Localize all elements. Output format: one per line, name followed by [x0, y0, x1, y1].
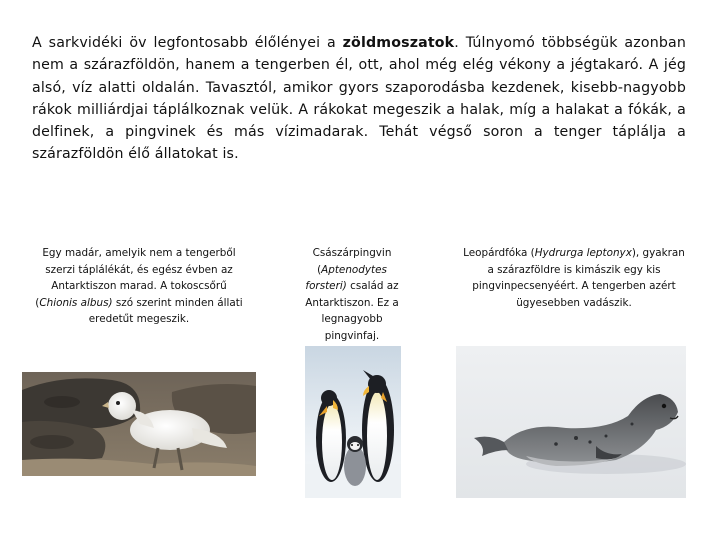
intro-paragraph — [32, 32, 686, 166]
leopard-seal-caption-text: Leopárdfóka ( — [463, 247, 535, 259]
leopard-seal-caption-text-end: ), gyakran a szárazföldre is kimászik egy kis pingvinpecsenyéért. A tengerben azért ügyesebben vadászik. — [472, 247, 685, 309]
intro-text-start: A sarkvidéki öv legfontosabb élőlényei a — [32, 35, 343, 51]
leopard-seal-latin-name: Hydrurga leptonyx — [534, 247, 632, 259]
sheathbill-photo — [22, 372, 256, 476]
leopard-seal-photo — [456, 346, 686, 498]
emperor-caption-text: Császárpingvin ( — [312, 247, 392, 276]
intro-bold-term: zöldmoszatok — [342, 35, 455, 51]
intro-text-rest: . Túlnyomó többségük azonban nem a szárazföldön, hanem a tengerben él, ott, ahol még elég vékony a jégtakaró. A jég alsó, víz alatti oldalán. Tavasztól, amikor gyors szaporodásba kezdenek, kisebb-nagyobb rákok milliárdjai táplálkoznak velük. A rákokat megeszik a halak, míg a halakat a fókák, a delfinek, a pingvinek és más vízimadarak. Tehát végső soron a tenger táplálja a szárazföldön élő állatokat is. — [32, 35, 686, 163]
emperor-penguin-photo — [305, 346, 401, 498]
sheathbill-latin-name: Chionis albus) — [39, 296, 113, 309]
leopard-seal-caption — [460, 245, 688, 311]
emperor-penguin-caption — [296, 245, 408, 345]
emperor-caption-text-end: család az Antarktiszon. Ez a legnagyobb pingvinfaj. — [305, 280, 399, 342]
sheathbill-caption — [30, 245, 248, 328]
sheathbill-caption-text-end: szó szerint minden állati eredetűt megeszik. — [88, 296, 243, 326]
sheathbill-caption-text: Egy madár, amelyik nem a tengerből szerzi táplálékát, és egész évben az Antarktiszon marad. A tokoscsőrű ( — [35, 247, 236, 309]
emperor-latin-name: Aptenodytes forsteri) — [305, 263, 387, 293]
